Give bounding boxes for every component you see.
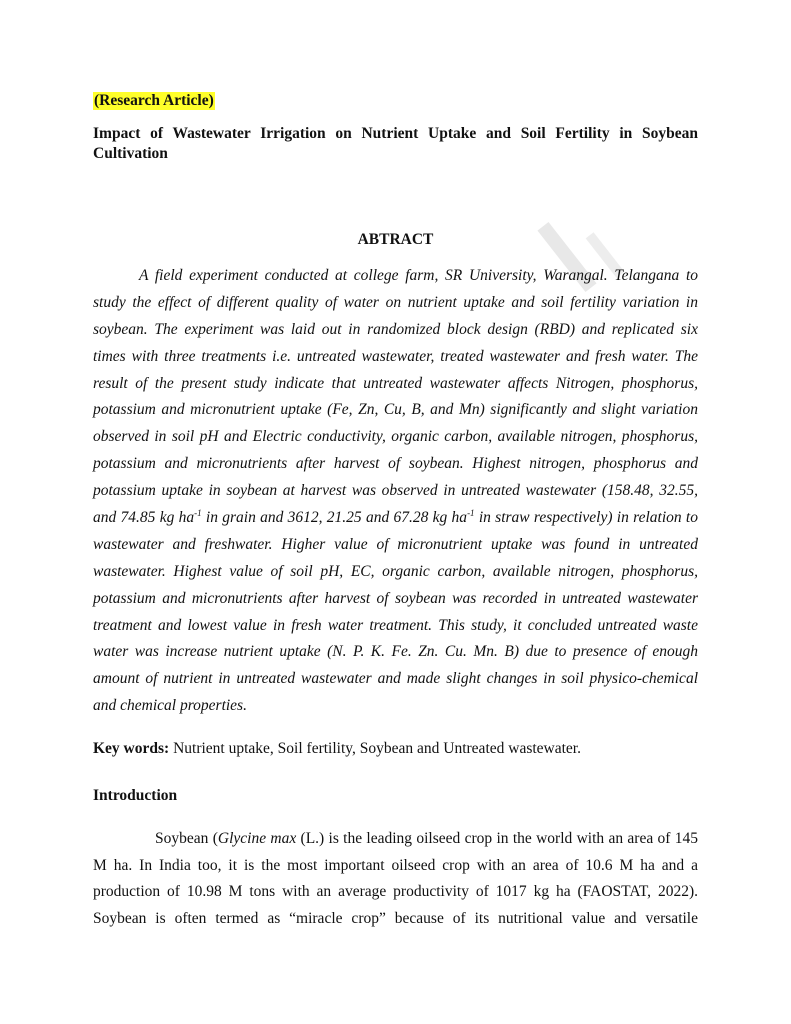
superscript: -1 bbox=[194, 508, 202, 519]
abstract-line: soybean. The experiment was laid out in randomized block design (RBD) and replicated six bbox=[93, 320, 698, 338]
abstract-line: potassium and micronutrients after harvest of soybean was recorded in untreated wastewater bbox=[93, 589, 698, 607]
text-run: and 74.85 kg ha bbox=[93, 509, 195, 527]
introduction-body bbox=[93, 826, 698, 933]
intro-line: production of 10.98 M tons with an average productivity of 1017 kg ha (FAOSTAT, 2022). bbox=[93, 883, 698, 901]
abstract-line: A field experiment conducted at college farm, SR University, Warangal. Telangana to bbox=[139, 267, 698, 284]
text-run: (L.) is the leading oilseed crop in the world with an area of 145 bbox=[296, 830, 698, 847]
abstract-line: study the effect of different quality of water on nutrient uptake and soil fertility variation in bbox=[93, 293, 698, 311]
keywords-label: Key words: bbox=[93, 740, 170, 757]
abstract-line: and chemical properties. bbox=[93, 697, 247, 715]
keywords-text: Nutrient uptake, Soil fertility, Soybean and Untreated wastewater. bbox=[169, 740, 581, 757]
abstract-line: times with three treatments i.e. untreated wastewater, treated wastewater and fresh water. The bbox=[93, 347, 698, 365]
abstract-line: amount of nutrient in untreated wastewater and made slight changes in soil physico-chemical bbox=[93, 670, 698, 688]
introduction-heading: Introduction bbox=[93, 787, 178, 804]
keywords bbox=[93, 740, 581, 758]
text-run: Soybean ( bbox=[155, 830, 218, 847]
abstract-heading: ABTRACT bbox=[357, 231, 434, 248]
intro-line bbox=[93, 826, 698, 853]
abstract-body bbox=[93, 263, 698, 720]
abstract-line: wastewater. Highest value of soil pH, EC, organic carbon, available nitrogen, phosphorus, bbox=[93, 562, 698, 580]
abstract-line: wastewater and freshwater. Higher value of micronutrient uptake was found in untreated bbox=[93, 535, 698, 553]
text-run: in straw respectively) in relation to bbox=[474, 509, 698, 527]
superscript: -1 bbox=[467, 508, 475, 519]
abstract-line: potassium and micronutrient uptake (Fe, Zn, Cu, B, and Mn) significantly and slight variation bbox=[93, 401, 698, 419]
abstract-line: potassium and micronutrients after harvest of soybean. Highest nitrogen, phosphorus and bbox=[93, 455, 698, 473]
abstract-line: potassium uptake in soybean at harvest was observed in untreated wastewater (158.48, 32.55, bbox=[93, 482, 698, 500]
intro-line: Soybean is often termed as “miracle crop” because of its nutritional value and versatile bbox=[93, 910, 698, 928]
paper-title-line: Cultivation bbox=[93, 145, 168, 162]
text-run: in grain and 3612, 21.25 and 67.28 kg ha bbox=[201, 509, 468, 527]
abstract-line: treatment and lowest value in fresh water treatment. This study, it concluded untreated waste bbox=[93, 616, 698, 634]
paper-title-line: Impact of Wastewater Irrigation on Nutrient Uptake and Soil Fertility in Soybean bbox=[93, 125, 698, 142]
abstract-line bbox=[93, 505, 698, 532]
abstract-line: result of the present study indicate that untreated wastewater affects Nitrogen, phosphorus, bbox=[93, 374, 698, 392]
abstract-line: observed in soil pH and Electric conductivity, organic carbon, available nitrogen, phosphorus, bbox=[93, 428, 698, 446]
paper-title bbox=[93, 124, 698, 164]
species-name: Glycine max bbox=[217, 830, 297, 847]
abstract-line: water was increase nutrient uptake (N. P. K. Fe. Zn. Cu. Mn. B) due to presence of enough bbox=[93, 643, 698, 661]
intro-line: M ha. In India too, it is the most important oilseed crop with an area of 10.6 M ha and a bbox=[93, 856, 698, 874]
article-type-label: (Research Article) bbox=[94, 92, 214, 109]
